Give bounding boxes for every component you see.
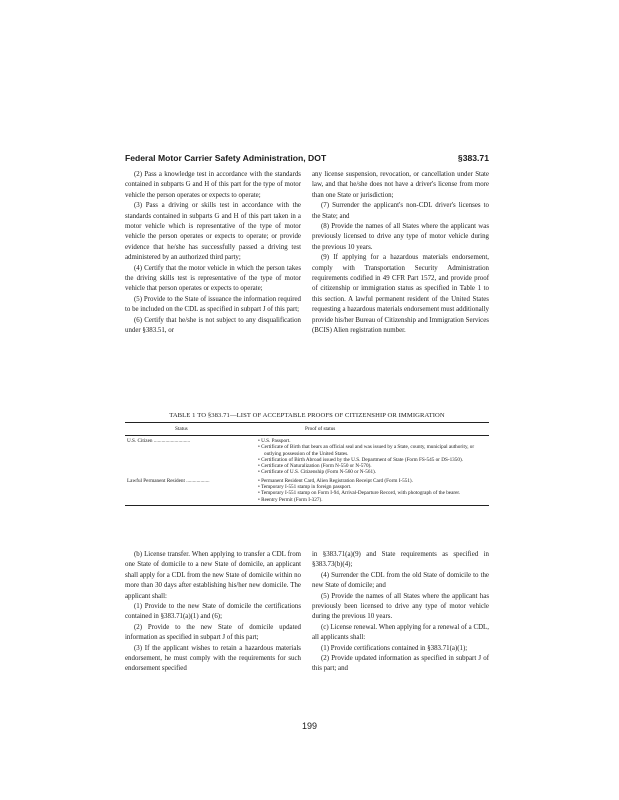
proof-item: • Certificate of Naturalization (Form N-550 or N-570). — [258, 463, 372, 470]
column-header-proof: Proof of status — [305, 426, 336, 432]
status-cell: U.S. Citizen ............................ — [127, 438, 191, 444]
text-column-3 — [125, 550, 301, 675]
proof-item: • Certificate of Birth that bears an official seal and was issued by a State, county, municipal authority, or outlying possession of the United States. — [258, 444, 475, 457]
paragraph: in §383.71(a)(9) and State requirements as specified in §383.73(b)(4); — [312, 551, 489, 569]
paragraph: (5) Provide to the State of issuance the information required to be included on the CDL as specified in subpart J of this part; — [125, 295, 301, 314]
paragraph: (4) Certify that the motor vehicle in which the person takes the driving skills test is representative of the type of motor vehicle that person operates or expects to operate; — [125, 264, 301, 293]
paragraph: (7) Surrender the applicant's non-CDL driver's licenses to the State; and — [312, 202, 489, 220]
text-column-1 — [125, 170, 301, 337]
table-header-row — [125, 422, 489, 436]
paragraph: (8) Provide the names of all States where the applicant was previously licensed to drive any type of motor vehicle during the previous 10 years. — [312, 223, 489, 251]
paragraph: (4) Surrender the CDL from the old State of domicile to the new State of domicile; and — [312, 571, 489, 590]
proof-cell — [258, 436, 489, 476]
proof-item: • U.S. Passport. — [258, 438, 291, 444]
paragraph: (9) If applying for a hazardous materials endorsement, comply with Transportation Security Administration requirements codified in 49 CFR Part 1572, and provide proof of citizenship or immigration status as specified in Table 1 to this section. A lawful permanent resident of the United States requesting a hazardous materials endorsement must additionally provide his/her Bureau of Citizenship and Immigration Services (BCIS) Alien registration number. — [312, 254, 489, 335]
paragraph: (b) License transfer. When applying to transfer a CDL from one State of domicile to a new State of domicile, an applicant shall apply for a CDL from the new State of domicile within no more than 30 days after establishing his/her new domicile. The applicant shall: — [125, 551, 301, 600]
status-cell: Lawful Permanent Resident .................. — [127, 477, 210, 484]
table-row — [125, 436, 489, 476]
proof-item: • Reentry Permit (Form I-327). — [258, 496, 323, 503]
paragraph: (3) Pass a driving or skills test in accordance with the standards contained in subparts G and H of this part taken in a motor vehicle which is representative of the type of motor vehicle the person operates or expects to operate; or provide evidence that he/she has successfully passed a driving test administered by an authorized third party; — [125, 202, 301, 262]
paragraph: (1) Provide certifications contained in §383.71(a)(1); — [321, 644, 468, 652]
running-header — [125, 153, 489, 167]
paragraph: (2) Pass a knowledge test in accordance with the standards contained in subparts G and H of this part for the type of motor vehicle the person operates or expects to operate; — [125, 171, 301, 199]
proof-cell — [258, 476, 489, 503]
table-row — [125, 476, 489, 503]
paragraph: (2) Provide updated information as specified in subpart J of this part; and — [312, 655, 489, 673]
table-bottom-rule — [125, 505, 489, 506]
proof-of-status-table — [125, 422, 489, 506]
proof-item: • Certification of Birth Abroad issued by the U.S. Department of State (Form FS-545 or DS-1350). — [258, 456, 463, 463]
page-number: 199 — [301, 721, 318, 731]
column-header-status: Status — [175, 426, 188, 432]
proof-item: • Temporary I-551 stamp in foreign passport. — [258, 484, 352, 491]
text-column-4 — [312, 550, 489, 675]
header-agency-title: Federal Motor Carrier Safety Administration, DOT — [125, 153, 327, 163]
proof-item: • Permanent Resident Card, Alien Registration Receipt Card (Form I-551). — [258, 477, 413, 484]
paragraph: (2) Provide to the new State of domicile updated information as specified in subpart J of this part; — [125, 623, 301, 642]
table-title: TABLE 1 TO §383.71—LIST OF ACCEPTABLE PROOFS OF CITIZENSHIP OR IMMIGRATION — [169, 412, 445, 419]
paragraph: (1) Provide to the new State of domicile the certifications contained in §383.71(a)(1) and (6); — [125, 603, 301, 621]
paragraph: (6) Certify that he/she is not subject to any disqualification under §383.51, or — [125, 316, 301, 335]
proof-item: • Temporary I-551 stamp on Form I-94, Arrival-Departure Record, with photograph of the bearer. — [258, 490, 461, 497]
text-column-2 — [312, 170, 489, 337]
paragraph: (5) Provide the names of all States where the applicant has previously been licensed to drive any type of motor vehicle during the previous 10 years. — [312, 592, 489, 621]
paragraph: any license suspension, revocation, or cancellation under State law, and that he/she does not have a driver's license from more than one State or jurisdiction; — [312, 171, 489, 199]
proof-item: • Certificate of U.S. Citizenship (Form N-560 or N-561). — [258, 469, 377, 476]
paragraph: (c) License renewal. When applying for a renewal of a CDL, all applicants shall: — [312, 623, 489, 642]
header-section-number: §383.71 — [457, 153, 489, 163]
paragraph: (3) If the applicant wishes to retain a hazardous materials endorsement, he must comply with the requirements for such endorsement specified — [125, 644, 301, 673]
